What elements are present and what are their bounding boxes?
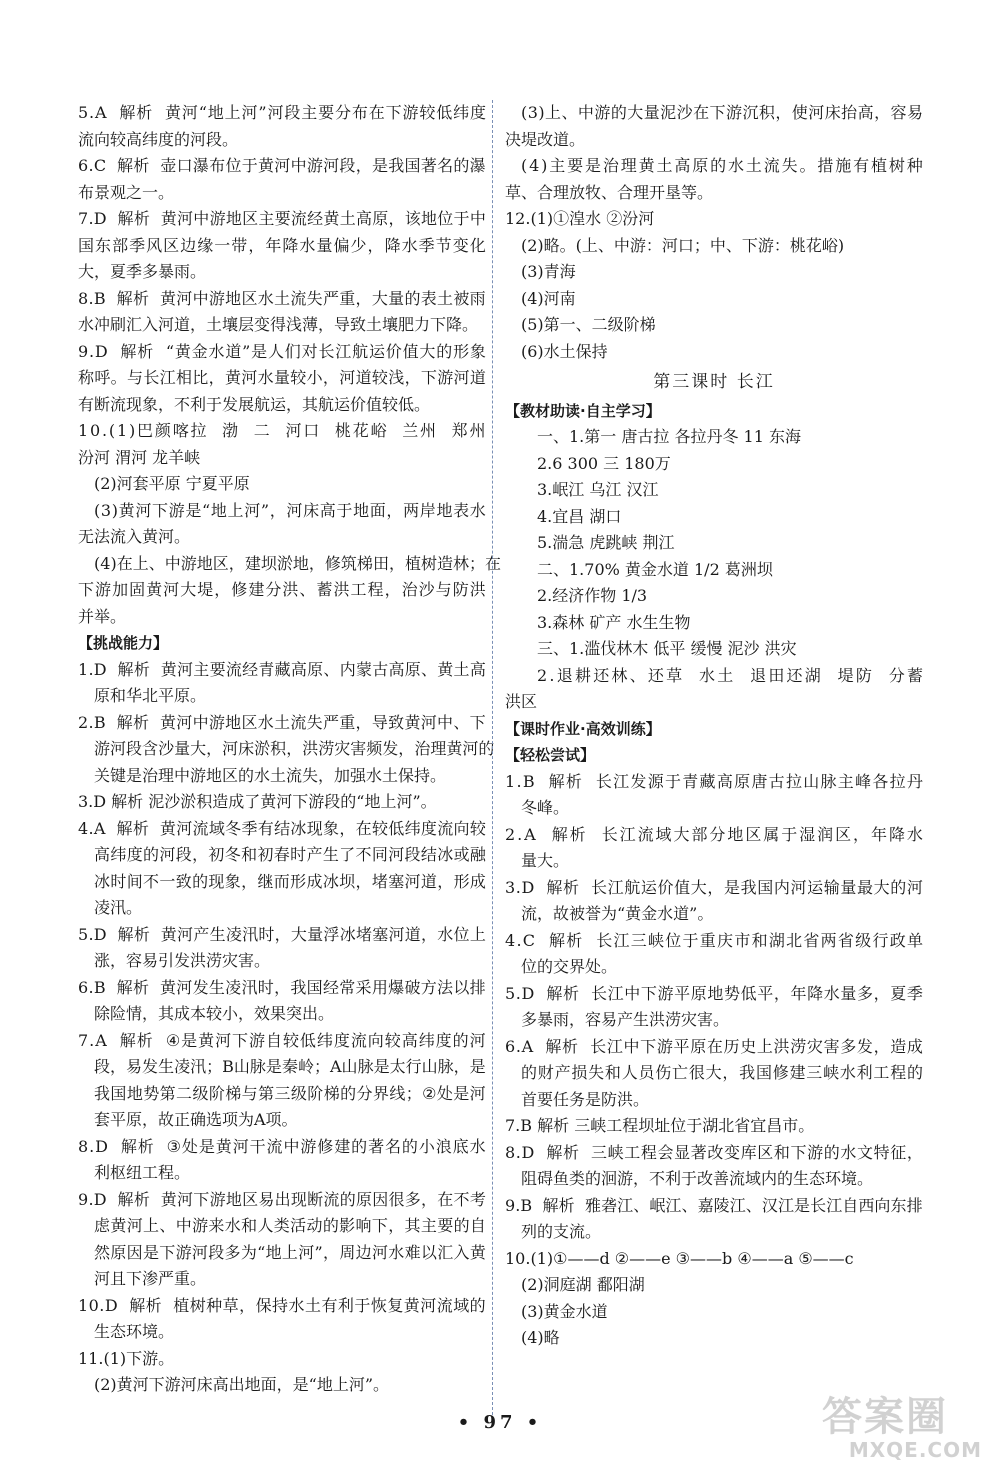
text-line: (5)第一、二级阶梯	[521, 315, 656, 334]
text-line: 下 游 加 固 黄 河 大 堤 ， 修 建 分 洪 、 蓄 洪 工 程 ， 治 沙 与 防 洪	[78, 580, 486, 599]
section-heading: 【教材助读·自主学习】	[505, 401, 661, 420]
left-column	[78, 100, 502, 1399]
text-line: 并举。	[78, 606, 127, 626]
right-column	[505, 100, 923, 1352]
text-line: 2 . 退 耕 还 林 、 还 草 水 土 退 田 还 湖 堤 防 分 蓄	[537, 665, 923, 685]
text-line: (2)黄河下游河床高出地面，是“地上河”。	[94, 1375, 390, 1394]
text-line: (2)略。(上、中游：河口；中、下游：桃花峪)	[521, 235, 845, 255]
text-line: 虑 黄 河 上 、 中 游 来 水 和 人 类 活 动 的 影 响 下 ， 其 主 要 的 自	[94, 1216, 486, 1235]
text-line: 8 . B 解 析 黄 河 中 游 地 区 水 土 流 失 严 重 ， 大 量 的 表 土 被 雨	[78, 288, 486, 308]
text-line: 5 . D 解 析 长 江 中 下 游 平 原 地 势 低 平 ， 年 降 水 量 多 ， 夏 季	[505, 983, 923, 1003]
text-line: 9 . D 解 析 “ 黄 金 水 道 ” 是 人 们 对 长 江 航 运 价 值 大 的 形 象	[78, 341, 486, 361]
text-line: 4.宜昌 湖口	[537, 506, 622, 526]
text-line: 2 . B 解 析 黄 河 中 游 地 区 水 土 流 失 严 重 ， 导 致 黄 河 中 、 下	[78, 712, 486, 732]
text-line: 3.森林 矿产 水生生物	[537, 612, 691, 632]
text-line: 涨，容易引发洪涝灾害。	[94, 951, 271, 970]
lesson-title: 第三课时 长江	[653, 372, 775, 392]
text-line: 12.(1)①湟水 ②汾河	[505, 209, 655, 228]
text-line: 一、1.第一 唐古拉 各拉丹冬 11 东海	[537, 427, 801, 446]
text-line: (2)河套平原 宁夏平原	[94, 474, 250, 493]
section-heading: 【挑战能力】	[78, 634, 169, 652]
text-line: 11.(1)下游。	[78, 1348, 175, 1368]
text-line: 关键是治理中游地区的水土流失，加强水土保持。	[94, 765, 447, 785]
text-line: 首要任务是防洪。	[521, 1089, 650, 1109]
text-line: 河且下渗严重。	[94, 1269, 207, 1288]
text-line: 9 . B 解 析 雅 砻 江 、 岷 江 、 嘉 陵 江 、 汉 江 是 长 江 自 西 向 东 排	[505, 1195, 923, 1215]
text-line: 10.(1)①——d ②——e ③——b ④——a ⑤——c	[505, 1248, 854, 1268]
text-line: 除险情，其成本较小，效果突出。	[94, 1004, 335, 1023]
text-line: 位的交界处。	[521, 957, 618, 976]
watermark-logo	[822, 1395, 982, 1465]
text-line: 国 东 部 季 风 区 边 缘 一 带 ， 年 降 水 量 偏 少 ， 降 水 季 节 变 化	[78, 235, 486, 255]
text-line: 3.D 解析 泥沙淤积造成了黄河下游段的“地上河”。	[78, 792, 437, 811]
text-line: 套平原，故正确选项为A项。	[94, 1110, 298, 1129]
text-line: 6 . A 解 析 长 江 中 下 游 平 原 在 历 史 上 洪 涝 灾 害 多 发 ， 造 成	[505, 1036, 923, 1056]
text-line: (3)青海	[521, 262, 576, 281]
text-line: ( 3 ) 黄 河 下 游 是 “ 地 上 河 ” ， 河 床 高 于 地 面 ， 两 岸 地 表 水	[94, 500, 486, 520]
text-line: 1 . D 解 析 黄 河 主 要 流 经 青 藏 高 原 、 内 蒙 古 高 原 、 黄 土 高	[78, 659, 486, 679]
text-line: 流，故被誉为“黄金水道”。	[521, 904, 714, 923]
text-line: (2)洞庭湖 鄱阳湖	[521, 1275, 645, 1294]
text-line: 二、1.70% 黄金水道 1/2 葛洲坝	[537, 559, 773, 579]
column-divider	[492, 100, 493, 1415]
text-line: 汾河 渭河 龙羊峡	[78, 447, 201, 467]
text-line: 8 . D 解 析 ③ 处 是 黄 河 干 流 中 游 修 建 的 著 名 的 小 浪 底 水	[78, 1136, 486, 1156]
text-line: 2.6 300 三 180万	[537, 453, 671, 473]
text-line: 布景观之一。	[78, 182, 175, 202]
text-line: 3 . D 解 析 长 江 航 运 价 值 大 ， 是 我 国 内 河 运 输 量 最 大 的 河	[505, 877, 923, 897]
text-line: 1 . B 解 析 长 江 发 源 于 青 藏 高 原 唐 古 拉 山 脉 主 峰 各 拉 丹	[505, 771, 923, 791]
text-line: 我 国 地 势 第 二 级 阶 梯 与 第 三 级 阶 梯 的 分 界 线 ； ② 处 是 河	[94, 1083, 486, 1103]
text-line: 5 . A 解 析 黄 河 “ 地 上 河 ” 河 段 主 要 分 布 在 下 游 较 低 纬 度	[78, 103, 486, 122]
text-line: 2 . A 解 析 长 江 流 域 大 部 分 地 区 属 于 湿 润 区 ， 年 降 水	[505, 824, 923, 844]
text-line: 1 0 . ( 1 ) 巴 颜 喀 拉 渤 二 河 口 桃 花 峪 兰 州 郑 州	[78, 421, 486, 440]
watermark-url: MXQE.COM	[848, 1438, 982, 1462]
text-line: 阻碍鱼类的洄游，不利于改善流域内的生态环境。	[521, 1169, 874, 1188]
text-line: 2.经济作物 1/3	[537, 586, 648, 605]
text-line: 6 . B 解 析 黄 河 发 生 凌 汛 时 ， 我 国 经 常 采 用 爆 破 方 法 以 排	[78, 977, 486, 997]
text-line: ( 4 ) 在 上 、 中 游 地 区 ， 建 坝 淤 地 ， 修 筑 梯 田 ， 植 树 造 林 ； 在	[94, 553, 502, 573]
text-line: 高 纬 度 的 河 段 ， 初 冬 和 初 春 时 产 生 了 不 同 河 段 结 冰 或 融	[94, 845, 486, 864]
text-line: 9 . D 解 析 黄 河 下 游 地 区 易 出 现 断 流 的 原 因 很 多 ， 在 不 考	[78, 1189, 486, 1209]
text-line: 5 . D 解 析 黄 河 产 生 凌 汛 时 ， 大 量 浮 冰 堵 塞 河 道 ， 水 位 上	[78, 924, 486, 944]
text-line: 决堤改道。	[505, 129, 586, 149]
text-line: 4 . A 解 析 黄 河 流 域 冬 季 有 结 冰 现 象 ， 在 较 低 纬 度 流 向 较	[78, 818, 486, 838]
text-line: 大，夏季多暴雨。	[78, 262, 207, 281]
text-line: 原和华北平原。	[94, 686, 207, 705]
text-line: 7 . A 解 析 ④ 是 黄 河 下 游 自 较 低 纬 度 流 向 较 高 纬 度 的 河	[78, 1030, 486, 1050]
text-line: 列的支流。	[521, 1222, 602, 1241]
text-line: 多暴雨，容易产生洪涝灾害。	[521, 1010, 730, 1029]
text-line: 冰 时 间 不 一 致 的 现 象 ， 继 而 形 成 冰 坝 ， 堵 塞 河 道 ， 形 成	[94, 871, 486, 891]
text-line: 的 财 产 损 失 和 人 员 伤 亡 很 大 ， 我 国 修 建 三 峡 水 利 工 程 的	[521, 1063, 923, 1082]
text-line: 称 呼 。 与 长 江 相 比 ， 黄 河 水 量 较 小 ， 河 道 较 浅 ， 下 游 河 道	[78, 368, 486, 387]
text-line: 7 . D 解 析 黄 河 中 游 地 区 主 要 流 经 黄 土 高 原 ， 该 地 位 于 中	[78, 209, 486, 228]
text-line: 有断流现象，不利于发展航运，其航运价值较低。	[78, 394, 431, 414]
text-line: 洪区	[505, 692, 538, 711]
section-heading: 【课时作业·高效训练】	[505, 719, 661, 738]
page-number: • 97 •	[457, 1412, 543, 1433]
text-line: 生态环境。	[94, 1322, 175, 1341]
text-line: 水冲刷汇入河道，土壤层变得浅薄，导致土壤肥力下降。	[78, 315, 479, 334]
text-line: (6)水土保持	[521, 341, 608, 361]
text-line: ( 4 ) 主 要 是 治 理 黄 土 高 原 的 水 土 流 失 。 措 施 有 植 树 种	[521, 156, 923, 175]
section-heading: 【轻松尝试】	[505, 746, 596, 764]
text-line: 三、1.滥伐林木 低平 缓慢 泥沙 洪灾	[537, 639, 797, 658]
text-line: (4)河南	[521, 288, 576, 308]
text-line: 凌汛。	[94, 898, 143, 917]
text-line: (3)黄金水道	[521, 1301, 608, 1321]
text-line: 流向较高纬度的河段。	[78, 129, 239, 149]
text-line: 草、合理放牧、合理开垦等。	[505, 182, 714, 202]
text-line: 游 河 段 含 沙 量 大 ， 河 床 淤 积 ， 洪 涝 灾 害 频 发 ， 治 理 黄 河 的	[94, 739, 495, 758]
text-line: 然 原 因 是 下 游 河 段 多 为 “ 地 上 河 ” ， 周 边 河 水 难 以 汇 入 黄	[94, 1242, 486, 1262]
text-line: 8 . D 解 析 三 峡 工 程 会 显 著 改 变 库 区 和 下 游 的 水 文 特 征 ，	[505, 1142, 923, 1162]
text-line: 冬峰。	[521, 798, 570, 817]
text-line: 5.湍急 虎跳峡 荆江	[537, 533, 675, 552]
text-line: 利枢纽工程。	[94, 1163, 191, 1182]
text-line: ( 3 ) 上 、 中 游 的 大 量 泥 沙 在 下 游 沉 积 ， 使 河 床 抬 高 ， 容 易	[521, 103, 923, 122]
text-line: 1 0 . D 解 析 植 树 种 草 ， 保 持 水 土 有 利 于 恢 复 黄 河 流 域 的	[78, 1295, 486, 1315]
text-line: 4 . C 解 析 长 江 三 峡 位 于 重 庆 市 和 湖 北 省 两 省 级 行 政 单	[505, 930, 923, 950]
text-line: (4)略	[521, 1328, 560, 1347]
text-line: 3.岷江 乌江 汉江	[537, 480, 659, 499]
watermark-text: 答案圈	[822, 1394, 948, 1440]
text-line: 段 ， 易 发 生 凌 汛 ； B 山 脉 是 秦 岭 ； A 山 脉 是 太 行 山 脉 ， 是	[94, 1057, 486, 1076]
text-line: 量大。	[521, 851, 570, 870]
text-line: 6 . C 解 析 壶 口 瀑 布 位 于 黄 河 中 游 河 段 ， 是 我 国 著 名 的 瀑	[78, 156, 486, 175]
text-line: 无法流入黄河。	[78, 527, 191, 546]
text-line: 7.B 解析 三峡工程坝址位于湖北省宜昌市。	[505, 1116, 815, 1135]
